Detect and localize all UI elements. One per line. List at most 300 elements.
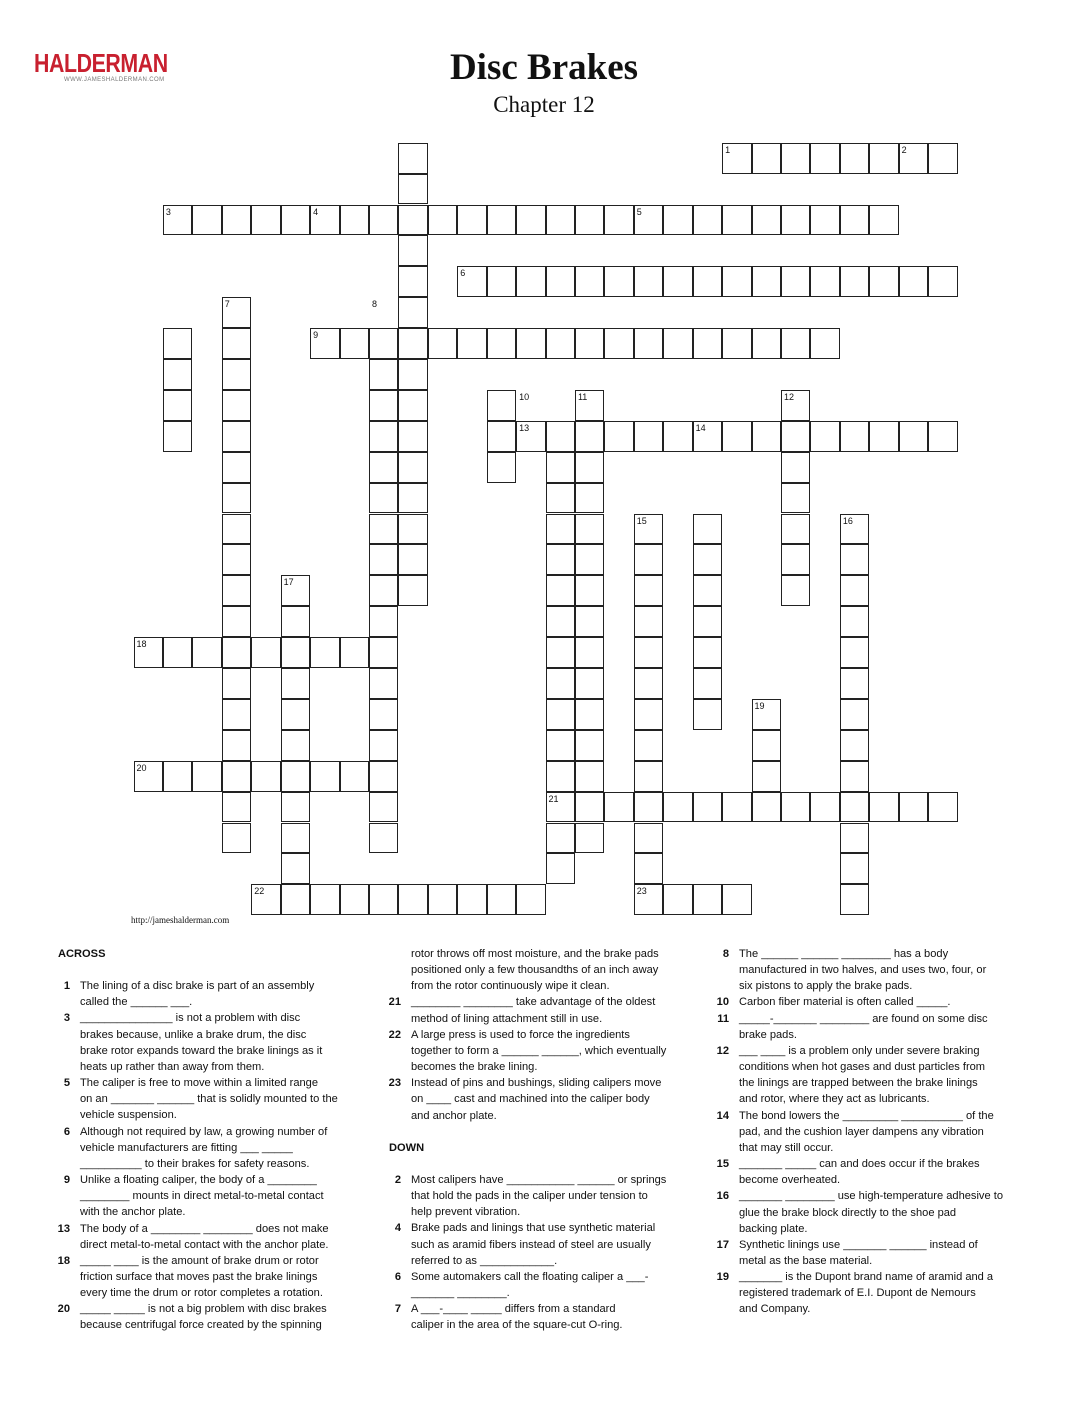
crossword-cell[interactable] <box>634 823 664 854</box>
crossword-cell[interactable] <box>398 266 428 297</box>
crossword-cell[interactable] <box>281 205 311 236</box>
crossword-cell[interactable] <box>222 297 252 328</box>
spacer <box>54 962 366 978</box>
crossword-cell[interactable] <box>163 637 193 668</box>
crossword-cell[interactable] <box>281 637 311 668</box>
crossword-cell[interactable] <box>928 421 958 452</box>
crossword-cell[interactable] <box>369 205 399 236</box>
crossword-cell[interactable] <box>752 761 782 792</box>
clue-number: 12 <box>716 1044 729 1057</box>
crossword-cell[interactable] <box>575 606 605 637</box>
clue-item <box>385 1172 703 1220</box>
crossword-cell[interactable] <box>192 761 222 792</box>
crossword-cell[interactable] <box>222 761 252 792</box>
crossword-cell[interactable] <box>634 792 664 823</box>
crossword-cell[interactable] <box>281 823 311 854</box>
crossword-cell[interactable] <box>693 575 723 606</box>
crossword-cell[interactable] <box>663 792 693 823</box>
crossword-cell[interactable] <box>575 792 605 823</box>
crossword-cell[interactable] <box>281 761 311 792</box>
crossword-cell[interactable] <box>134 637 164 668</box>
crossword-cell[interactable] <box>369 637 399 668</box>
crossword-cell[interactable] <box>222 792 252 823</box>
clue-number: 3 <box>63 1012 70 1025</box>
crossword-cell[interactable] <box>928 143 958 174</box>
crossword-cell[interactable] <box>693 266 723 297</box>
clue-text-line: _____-_______ ________ are found on some disc <box>739 1012 988 1025</box>
crossword-cell[interactable] <box>222 730 252 761</box>
down-heading: DOWN <box>389 1141 425 1154</box>
crossword-cell[interactable] <box>840 637 870 668</box>
crossword-cell[interactable] <box>546 421 576 452</box>
crossword-cell[interactable] <box>781 575 811 606</box>
crossword-cell[interactable] <box>752 792 782 823</box>
crossword-cell[interactable] <box>869 205 899 236</box>
crossword-cell[interactable] <box>575 266 605 297</box>
crossword-cell[interactable] <box>869 792 899 823</box>
clue-text-line: metal as the base material. <box>739 1254 873 1267</box>
crossword-cell[interactable] <box>163 421 193 452</box>
crossword-cell[interactable] <box>487 266 517 297</box>
crossword-cell[interactable] <box>840 853 870 884</box>
crossword-cell[interactable] <box>575 205 605 236</box>
crossword-cell[interactable] <box>163 390 193 421</box>
crossword-cell[interactable] <box>899 792 929 823</box>
crossword-cell[interactable] <box>546 452 576 483</box>
crossword-cell[interactable] <box>428 328 458 359</box>
crossword-cell[interactable] <box>575 730 605 761</box>
clue-text-line: _______ is the Dupont brand name of aramid and a <box>739 1271 994 1284</box>
crossword-cell[interactable] <box>928 266 958 297</box>
crossword-cell[interactable] <box>369 452 399 483</box>
crossword-cell[interactable] <box>693 421 723 452</box>
crossword-cell[interactable] <box>546 668 576 699</box>
crossword-cell[interactable] <box>398 452 428 483</box>
clue-text-line: The body of a ________ ________ does not make <box>80 1222 329 1235</box>
crossword-cell[interactable] <box>546 637 576 668</box>
crossword-cell[interactable] <box>634 637 664 668</box>
crossword-cell[interactable] <box>752 328 782 359</box>
crossword-cell[interactable] <box>310 205 340 236</box>
crossword-cell[interactable] <box>281 699 311 730</box>
crossword-cell[interactable] <box>575 483 605 514</box>
crossword-cell[interactable] <box>222 668 252 699</box>
page-title: Disc Brakes <box>449 47 639 88</box>
crossword-cell[interactable] <box>487 421 517 452</box>
crossword-cell[interactable] <box>634 606 664 637</box>
clue-text-line: every time the drum or rotor completes a rotation. <box>80 1287 323 1300</box>
crossword-cell[interactable] <box>546 823 576 854</box>
crossword-cell[interactable] <box>457 884 487 915</box>
crossword-cell[interactable] <box>546 514 576 545</box>
crossword-cell[interactable] <box>369 390 399 421</box>
crossword-cell[interactable] <box>899 421 929 452</box>
clue-text-line: Instead of pins and bushings, sliding calipers move <box>411 1077 662 1090</box>
crossword-cell[interactable] <box>840 266 870 297</box>
crossword-cell[interactable] <box>281 884 311 915</box>
crossword-cell[interactable] <box>487 884 517 915</box>
crossword-cell[interactable] <box>222 390 252 421</box>
crossword-cell[interactable] <box>192 637 222 668</box>
crossword-cell[interactable] <box>369 421 399 452</box>
crossword-cell[interactable] <box>369 792 399 823</box>
crossword-cell[interactable] <box>722 266 752 297</box>
crossword-cell[interactable] <box>575 452 605 483</box>
crossword-cell[interactable] <box>398 328 428 359</box>
crossword-cell[interactable] <box>546 205 576 236</box>
crossword-cell[interactable] <box>398 235 428 266</box>
crossword-cell[interactable] <box>310 637 340 668</box>
crossword-cell[interactable] <box>487 390 517 421</box>
crossword-cell[interactable] <box>840 421 870 452</box>
crossword-cell[interactable] <box>134 761 164 792</box>
crossword-cell[interactable] <box>693 884 723 915</box>
clue-text-line: called the ______ ___. <box>80 996 193 1009</box>
crossword-cell[interactable] <box>634 421 664 452</box>
crossword-cell[interactable] <box>840 544 870 575</box>
crossword-cell[interactable] <box>840 730 870 761</box>
crossword-cell[interactable] <box>604 205 634 236</box>
crossword-cell[interactable] <box>722 421 752 452</box>
clue-number-label: 22 <box>254 886 265 897</box>
crossword-cell[interactable] <box>722 884 752 915</box>
crossword-cell[interactable] <box>634 761 664 792</box>
crossword-cell[interactable] <box>840 792 870 823</box>
crossword-cell[interactable] <box>722 205 752 236</box>
crossword-cell[interactable] <box>575 637 605 668</box>
crossword-cell[interactable] <box>546 699 576 730</box>
crossword-cell[interactable] <box>281 853 311 884</box>
crossword-cell[interactable] <box>222 544 252 575</box>
crossword-cell[interactable] <box>398 390 428 421</box>
crossword-cell[interactable] <box>428 205 458 236</box>
crossword-cell[interactable] <box>281 606 311 637</box>
crossword-cell[interactable] <box>340 637 370 668</box>
crossword-cell[interactable] <box>693 328 723 359</box>
clue-text-line: The bond lowers the _________ __________ of the <box>739 1109 994 1122</box>
crossword-cell[interactable] <box>487 328 517 359</box>
crossword-cell[interactable] <box>222 483 252 514</box>
crossword-cell[interactable] <box>634 266 664 297</box>
crossword-cell[interactable] <box>752 205 782 236</box>
clue-text-line: heats up rather than away from them. <box>80 1060 265 1073</box>
crossword-cell[interactable] <box>840 823 870 854</box>
crossword-cell[interactable] <box>634 514 664 545</box>
crossword-cell[interactable] <box>840 884 870 915</box>
clue-text-line: Synthetic linings use _______ ______ instead of <box>739 1238 978 1251</box>
crossword-cell[interactable] <box>369 823 399 854</box>
crossword-cell[interactable] <box>369 668 399 699</box>
crossword-cell[interactable] <box>899 266 929 297</box>
crossword-cell[interactable] <box>222 699 252 730</box>
crossword-cell[interactable] <box>546 761 576 792</box>
crossword-cell[interactable] <box>398 514 428 545</box>
crossword-cell[interactable] <box>781 328 811 359</box>
crossword-cell[interactable] <box>722 328 752 359</box>
crossword-cell[interactable] <box>634 699 664 730</box>
clue-text-line: that may still occur. <box>739 1141 834 1154</box>
crossword-cell[interactable] <box>222 514 252 545</box>
clue-text-line: Unlike a floating caliper, the body of a ________ <box>80 1174 317 1187</box>
crossword-cell[interactable] <box>428 884 458 915</box>
crossword-cell[interactable] <box>869 421 899 452</box>
crossword-cell[interactable] <box>693 544 723 575</box>
crossword-cell[interactable] <box>281 575 311 606</box>
crossword-cell[interactable] <box>369 359 399 390</box>
crossword-cell[interactable] <box>928 792 958 823</box>
crossword-cell[interactable] <box>369 328 399 359</box>
crossword-cell[interactable] <box>781 266 811 297</box>
crossword-cell[interactable] <box>398 297 428 328</box>
crossword-cell[interactable] <box>222 452 252 483</box>
crossword-cell[interactable] <box>781 514 811 545</box>
crossword-cell[interactable] <box>398 544 428 575</box>
crossword-cell[interactable] <box>398 174 428 205</box>
crossword-cell[interactable] <box>222 421 252 452</box>
crossword-cell[interactable] <box>281 792 311 823</box>
crossword-cell[interactable] <box>575 328 605 359</box>
crossword-cell[interactable] <box>604 328 634 359</box>
crossword-cell[interactable] <box>575 699 605 730</box>
crossword-cell[interactable] <box>369 514 399 545</box>
crossword-cell[interactable] <box>163 761 193 792</box>
crossword-cell[interactable] <box>575 575 605 606</box>
crossword-cell[interactable] <box>546 853 576 884</box>
clue-item <box>385 1220 703 1268</box>
crossword-cell[interactable] <box>516 266 546 297</box>
clue-text-line: vehicle suspension. <box>80 1109 177 1122</box>
crossword-cell[interactable] <box>781 452 811 483</box>
crossword-cell[interactable] <box>575 823 605 854</box>
clue-text-line: _____ _____ is not a big problem with disc brakes <box>80 1303 327 1316</box>
crossword-cell[interactable] <box>546 266 576 297</box>
crossword-cell[interactable] <box>281 668 311 699</box>
crossword-cell[interactable] <box>546 544 576 575</box>
crossword-cell[interactable] <box>663 328 693 359</box>
crossword-cell[interactable] <box>222 575 252 606</box>
crossword-cell[interactable] <box>840 606 870 637</box>
crossword-cell[interactable] <box>781 205 811 236</box>
crossword-cell[interactable] <box>398 205 428 236</box>
crossword-cell[interactable] <box>693 792 723 823</box>
crossword-cell[interactable] <box>810 328 840 359</box>
crossword-cell[interactable] <box>840 205 870 236</box>
crossword-cell[interactable] <box>222 823 252 854</box>
crossword-cell[interactable] <box>575 668 605 699</box>
crossword-cell[interactable] <box>516 884 546 915</box>
crossword-cell[interactable] <box>810 205 840 236</box>
crossword-cell[interactable] <box>398 359 428 390</box>
crossword-cell[interactable] <box>457 266 487 297</box>
crossword-cell[interactable] <box>604 421 634 452</box>
crossword-cell[interactable] <box>310 761 340 792</box>
crossword-cell[interactable] <box>310 328 340 359</box>
crossword-cell[interactable] <box>369 606 399 637</box>
crossword-cell[interactable] <box>634 328 664 359</box>
crossword-cell[interactable] <box>487 452 517 483</box>
crossword-cell[interactable] <box>604 266 634 297</box>
crossword-cell[interactable] <box>398 884 428 915</box>
crossword-cell[interactable] <box>781 483 811 514</box>
clue-text-line: _______________ is not a problem with disc <box>80 1012 301 1025</box>
clue-text-line: glue the brake block directly to the shoe pad <box>739 1206 957 1219</box>
crossword-cell[interactable] <box>693 668 723 699</box>
crossword-cell[interactable] <box>781 544 811 575</box>
clue-text-line: Brake pads and linings that use synthetic material <box>411 1222 656 1235</box>
crossword-cell[interactable] <box>663 884 693 915</box>
crossword-cell[interactable] <box>163 328 193 359</box>
crossword-cell[interactable] <box>693 699 723 730</box>
clue-number-label: 10 <box>519 391 530 402</box>
crossword-cell[interactable] <box>752 266 782 297</box>
crossword-cell[interactable] <box>369 483 399 514</box>
crossword-cell[interactable] <box>222 328 252 359</box>
crossword-cell[interactable] <box>634 730 664 761</box>
crossword-cell[interactable] <box>516 421 546 452</box>
clue-item <box>713 1108 1033 1156</box>
crossword-cell[interactable] <box>546 328 576 359</box>
clue-text-line: six pistons to apply the brake pads. <box>739 980 913 993</box>
crossword-cell[interactable] <box>810 266 840 297</box>
crossword-cell[interactable] <box>575 761 605 792</box>
crossword-cell[interactable] <box>752 143 782 174</box>
crossword-cell[interactable] <box>693 606 723 637</box>
crossword-cell[interactable] <box>810 421 840 452</box>
crossword-cell[interactable] <box>546 606 576 637</box>
crossword-cell[interactable] <box>398 143 428 174</box>
clue-text-line: and Company. <box>739 1303 811 1316</box>
crossword-cell[interactable] <box>251 884 281 915</box>
crossword-cell[interactable] <box>222 359 252 390</box>
crossword-cell[interactable] <box>369 544 399 575</box>
clue-number-label: 11 <box>577 391 588 402</box>
crossword-cell[interactable] <box>634 575 664 606</box>
clue-number: 9 <box>63 1174 70 1187</box>
crossword-cell[interactable] <box>251 205 281 236</box>
crossword-cell[interactable] <box>369 699 399 730</box>
clue-text-line: direct metal-to-metal contact with the anchor plate. <box>80 1238 329 1251</box>
crossword-cell[interactable] <box>840 761 870 792</box>
crossword-cell[interactable] <box>752 730 782 761</box>
crossword-cell[interactable] <box>163 205 193 236</box>
crossword-cell[interactable] <box>899 143 929 174</box>
clue-number-label: 3 <box>165 206 171 217</box>
crossword-cell[interactable] <box>340 761 370 792</box>
crossword-cell[interactable] <box>546 483 576 514</box>
crossword-cell[interactable] <box>546 730 576 761</box>
crossword-cell[interactable] <box>251 637 281 668</box>
crossword-cell[interactable] <box>722 143 752 174</box>
crossword-cell[interactable] <box>487 205 517 236</box>
clue-number-label: 23 <box>636 886 647 897</box>
crossword-cell[interactable] <box>516 205 546 236</box>
crossword-cell[interactable] <box>810 792 840 823</box>
clue-item <box>54 1253 366 1301</box>
crossword-cell[interactable] <box>575 421 605 452</box>
crossword-cell[interactable] <box>752 421 782 452</box>
crossword-cell[interactable] <box>840 668 870 699</box>
crossword-cell[interactable] <box>781 390 811 421</box>
crossword-cell[interactable] <box>398 575 428 606</box>
crossword-cell[interactable] <box>222 606 252 637</box>
clue-text-line: Some automakers call the floating caliper a ___- <box>411 1270 649 1283</box>
crossword-cell[interactable] <box>192 205 222 236</box>
crossword-cell[interactable] <box>781 421 811 452</box>
crossword-cell[interactable] <box>340 328 370 359</box>
crossword-cell[interactable] <box>840 575 870 606</box>
crossword-cell[interactable] <box>457 205 487 236</box>
clue-text-line: Carbon fiber material is often called _____. <box>739 996 951 1009</box>
crossword-cell[interactable] <box>752 699 782 730</box>
crossword-cell[interactable] <box>693 205 723 236</box>
crossword-cell[interactable] <box>575 544 605 575</box>
crossword-cell[interactable] <box>457 328 487 359</box>
crossword-cell[interactable] <box>781 143 811 174</box>
crossword-cell[interactable] <box>163 359 193 390</box>
crossword-cell[interactable] <box>634 853 664 884</box>
crossword-cell[interactable] <box>722 792 752 823</box>
crossword-cell[interactable] <box>340 205 370 236</box>
clue-number: 22 <box>388 1028 401 1041</box>
clue-text-line: caliper in the area of the square-cut O-ring. <box>411 1319 623 1332</box>
clue-item <box>54 1301 366 1333</box>
crossword-cell[interactable] <box>398 421 428 452</box>
clue-text-line: _______ ________ use high-temperature adhesive to <box>739 1190 1003 1203</box>
crossword-cell[interactable] <box>634 544 664 575</box>
crossword-cell[interactable] <box>634 668 664 699</box>
clue-number-label: 6 <box>460 268 466 279</box>
crossword-cell[interactable] <box>693 637 723 668</box>
crossword-cell[interactable] <box>869 143 899 174</box>
clue-text-line: brakes because, unlike a brake drum, the disc <box>80 1028 307 1041</box>
crossword-cell[interactable] <box>310 884 340 915</box>
crossword-cell[interactable] <box>369 730 399 761</box>
crossword-cell[interactable] <box>663 205 693 236</box>
crossword-cell[interactable] <box>369 575 399 606</box>
clue-number: 21 <box>388 996 401 1009</box>
crossword-cell[interactable] <box>575 514 605 545</box>
crossword-cell[interactable] <box>251 761 281 792</box>
crossword-cell[interactable] <box>634 205 664 236</box>
crossword-cell[interactable] <box>693 514 723 545</box>
clue-text-line: _______ ________. <box>411 1286 510 1299</box>
crossword-cell[interactable] <box>546 792 576 823</box>
clue-number: 17 <box>716 1238 729 1251</box>
crossword-cell[interactable] <box>369 884 399 915</box>
crossword-cell[interactable] <box>663 421 693 452</box>
crossword-cell[interactable] <box>281 730 311 761</box>
crossword-cell[interactable] <box>222 637 252 668</box>
crossword-cell[interactable] <box>634 884 664 915</box>
crossword-cell[interactable] <box>840 514 870 545</box>
clue-text-line: brake rotor expands toward the brake linings as it <box>80 1044 323 1057</box>
crossword-cell[interactable] <box>546 575 576 606</box>
crossword-cell[interactable] <box>869 266 899 297</box>
crossword-cell[interactable] <box>575 390 605 421</box>
crossword-cell[interactable] <box>840 699 870 730</box>
crossword-cell[interactable] <box>222 205 252 236</box>
crossword-cell[interactable] <box>398 483 428 514</box>
crossword-cell[interactable] <box>340 884 370 915</box>
crossword-cell[interactable] <box>369 761 399 792</box>
clue-text-line: referred to as ____________. <box>411 1254 558 1267</box>
crossword-cell[interactable] <box>604 792 634 823</box>
crossword-cell[interactable] <box>781 792 811 823</box>
crossword-cell[interactable] <box>840 143 870 174</box>
crossword-cell[interactable] <box>516 328 546 359</box>
crossword-cell[interactable] <box>663 266 693 297</box>
crossword-cell[interactable] <box>810 143 840 174</box>
